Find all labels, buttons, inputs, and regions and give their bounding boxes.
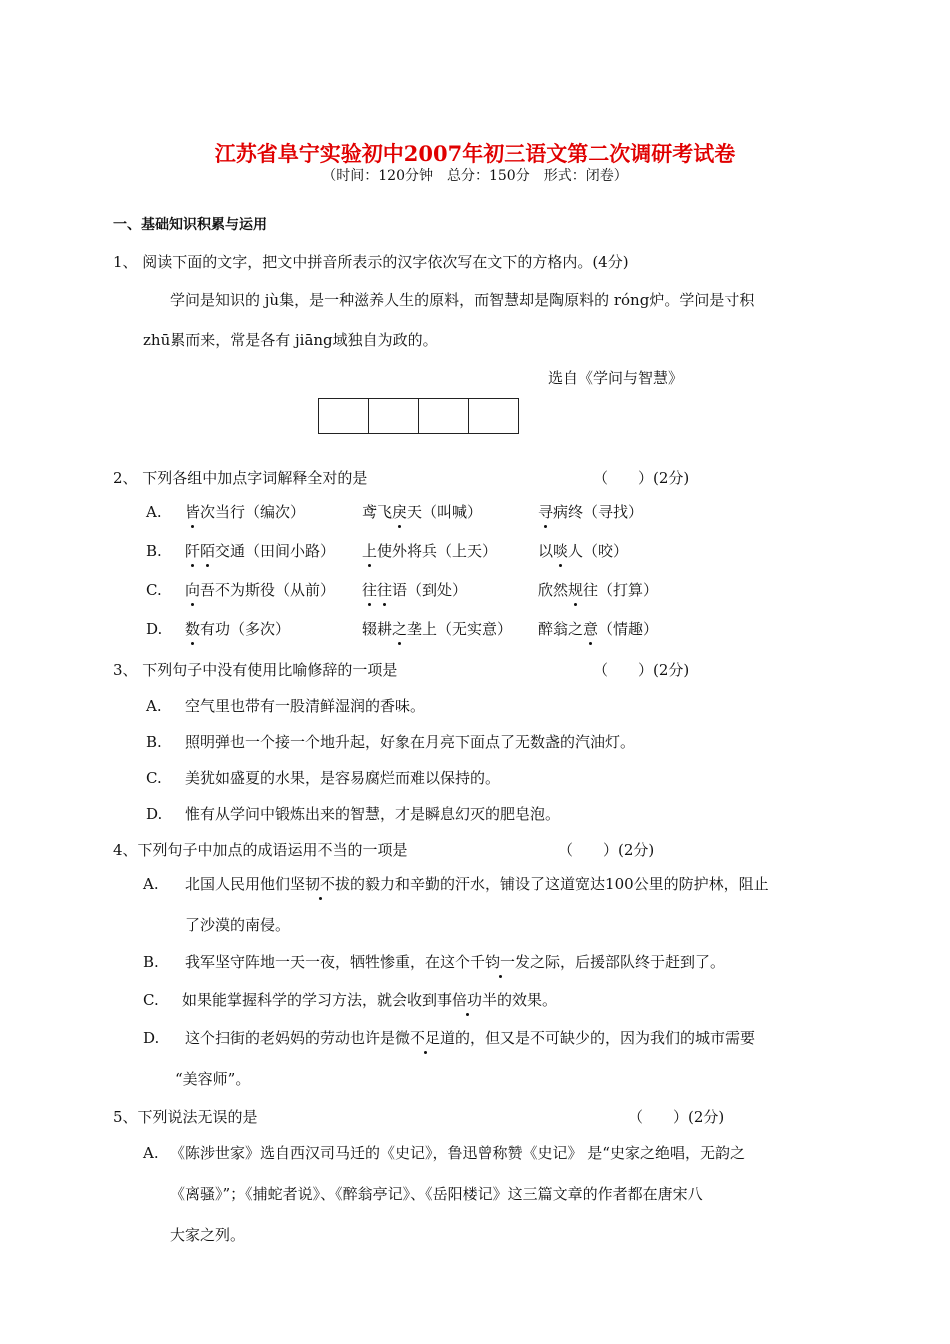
q2-text: 往（打算） — [583, 581, 659, 599]
q2-text: 鸢飞 — [362, 503, 393, 521]
q2-option-label: D. — [146, 620, 163, 638]
answer-grid — [318, 398, 519, 434]
dotted-char: 寻 — [538, 503, 554, 521]
dotted-char: 阡 — [185, 542, 201, 560]
q4-stem: 4、下列句子中加点的成语运用不当的一项是 — [113, 841, 408, 859]
q2-a-col2 — [362, 502, 482, 522]
q4-text: 如果能掌握科学的学习方法，就会收到 — [182, 991, 438, 1009]
q4-text: 北国人民用他们 — [185, 875, 291, 893]
q1-stem: 1、 阅读下面的文字，把文中拼音所表示的汉字依次写在文下的方格内。(4分) — [113, 253, 629, 271]
exam-info: （时间：120分钟 总分：150分 形式：闭卷） — [322, 168, 628, 184]
q5-paren: （ ）(2分) — [628, 1108, 725, 1126]
q4-paren: （ ）(2分) — [558, 841, 655, 859]
q2-text: 次当行（编次） — [200, 503, 306, 521]
dotted-char: 往 — [362, 581, 378, 599]
q2-b-col1 — [185, 541, 335, 561]
dotted-char: 向 — [185, 581, 201, 599]
q1-passage-line2: zhū累而来，常是各有 jiāng域独自为政的。 — [143, 331, 438, 349]
q4-option-label: C. — [143, 991, 159, 1009]
q3-option-text: 惟有从学问中锻炼出来的智慧，才是瞬息幻灭的肥皂泡。 — [185, 805, 561, 823]
q2-text: 天（叫喊） — [407, 503, 483, 521]
q4-text: 之际，后援部队终于赶到了。 — [530, 953, 726, 971]
q2-option-label: A. — [146, 503, 162, 521]
dotted-idiom: 事倍功半 — [437, 991, 498, 1009]
q3-paren: （ ）(2分) — [593, 661, 690, 679]
answer-box[interactable] — [418, 398, 469, 434]
q2-text: 语（到处） — [392, 581, 468, 599]
q2-c-col2 — [362, 580, 467, 600]
q5-option-a-line1: 《陈涉世家》选自西汉司马迁的《史记》，鲁迅曾称赞《史记》 是“史家之绝唱，无韵之 — [170, 1144, 745, 1162]
q4-option-a — [185, 874, 769, 894]
section-heading: 一、基础知识积累与运用 — [113, 217, 267, 233]
q3-stem: 3、 下列句子中没有使用比喻修辞的一项是 — [113, 661, 398, 679]
q1-source: 选自《学问与智慧》 — [548, 369, 684, 387]
q5-option-a-line2: 《离骚》”；《捕蛇者说》、《醉翁亭记》、《岳阳楼记》这三篇文章的作者都在唐宋八 — [170, 1185, 703, 1203]
dotted-char: 往 — [377, 581, 393, 599]
q5-option-label: A. — [143, 1144, 159, 1162]
q3-option-label: B. — [146, 733, 162, 751]
q1-passage-line1: 学问是知识的 jù集，是一种滋养人生的原料，而智慧却是陶原料的 róng炉。学问是寸积 — [170, 291, 755, 309]
q2-c-col3 — [538, 580, 658, 600]
q2-text: 交通（田间小路） — [215, 542, 336, 560]
q2-text: 以 — [538, 542, 554, 560]
q2-d-col3 — [538, 619, 658, 639]
dotted-char: 啖 — [553, 542, 569, 560]
answer-box[interactable] — [468, 398, 519, 434]
q4-option-d-line2: “美容师”。 — [175, 1070, 251, 1088]
dotted-char: 规 — [568, 581, 584, 599]
q2-text: 辍耕 — [362, 620, 393, 638]
q2-d-col2 — [362, 619, 512, 639]
answer-box[interactable] — [318, 398, 369, 434]
q4-option-c — [182, 990, 557, 1010]
q2-text: 欣然 — [538, 581, 569, 599]
q3-option-text: 照明弹也一个接一个地升起，好象在月亮下面点了无数盏的汽油灯。 — [185, 733, 636, 751]
q2-text: 有功（多次） — [200, 620, 291, 638]
q2-option-label: B. — [146, 542, 162, 560]
dotted-char: 上 — [362, 542, 378, 560]
answer-box[interactable] — [368, 398, 419, 434]
dotted-char: 戾 — [392, 503, 408, 521]
q2-c-col1 — [185, 580, 335, 600]
q4-text: 的效果。 — [497, 991, 558, 1009]
dotted-idiom: 坚韧不拔 — [290, 875, 351, 893]
q4-option-b — [185, 952, 725, 972]
q2-paren: （ ）(2分) — [593, 469, 690, 487]
q2-d-col1 — [185, 619, 290, 639]
q4-option-a-line2: 了沙漠的南侵。 — [185, 916, 291, 934]
q3-option-label: C. — [146, 769, 162, 787]
q2-text: 病终（寻找） — [553, 503, 644, 521]
q3-option-label: A. — [146, 697, 162, 715]
dotted-char: 意 — [583, 620, 599, 638]
dotted-idiom: 微不足道 — [395, 1029, 456, 1047]
q3-option-text: 空气里也带有一股清鲜湿润的香味。 — [185, 697, 426, 715]
q3-option-label: D. — [146, 805, 163, 823]
q4-option-d — [185, 1028, 755, 1048]
q2-text: （情趣） — [598, 620, 659, 638]
q2-text: 人（咬） — [568, 542, 629, 560]
q5-option-a-line3: 大家之列。 — [170, 1226, 246, 1244]
q2-text: 吾不为斯役（从前） — [200, 581, 336, 599]
q2-text: 使外将兵（上天） — [377, 542, 498, 560]
q4-option-label: B. — [143, 953, 159, 971]
q3-option-text: 美犹如盛夏的水果，是容易腐烂而难以保持的。 — [185, 769, 501, 787]
q4-option-label: A. — [143, 875, 159, 893]
q2-text: 垄上（无实意） — [407, 620, 513, 638]
q2-b-col2 — [362, 541, 497, 561]
q2-text: 醉翁之 — [538, 620, 584, 638]
dotted-char: 数 — [185, 620, 201, 638]
q5-stem: 5、下列说法无误的是 — [113, 1108, 258, 1126]
dotted-idiom: 千钧一发 — [470, 953, 531, 971]
dotted-char: 之 — [392, 620, 408, 638]
dotted-char: 陌 — [200, 542, 216, 560]
q4-text: 这个扫街的老妈妈的劳动也许是 — [185, 1029, 396, 1047]
q2-b-col3 — [538, 541, 628, 561]
q4-text: 我军坚守阵地一天一夜，牺牲惨重，在这个 — [185, 953, 471, 971]
q4-option-label: D. — [143, 1029, 160, 1047]
q4-text: 的，但又是不可缺少的，因为我们的城市需要 — [455, 1029, 756, 1047]
q2-a-col1 — [185, 502, 305, 522]
q2-stem: 2、 下列各组中加点字词解释全对的是 — [113, 469, 368, 487]
q4-text: 的毅力和辛勤的汗水，铺设了这道宽达100公里的防护林，阻止 — [350, 875, 769, 893]
page-title: 江苏省阜宁实验初中2007年初三语文第二次调研考试卷 — [214, 141, 736, 166]
dotted-char: 皆 — [185, 503, 201, 521]
q2-option-label: C. — [146, 581, 162, 599]
q2-a-col3 — [538, 502, 643, 522]
